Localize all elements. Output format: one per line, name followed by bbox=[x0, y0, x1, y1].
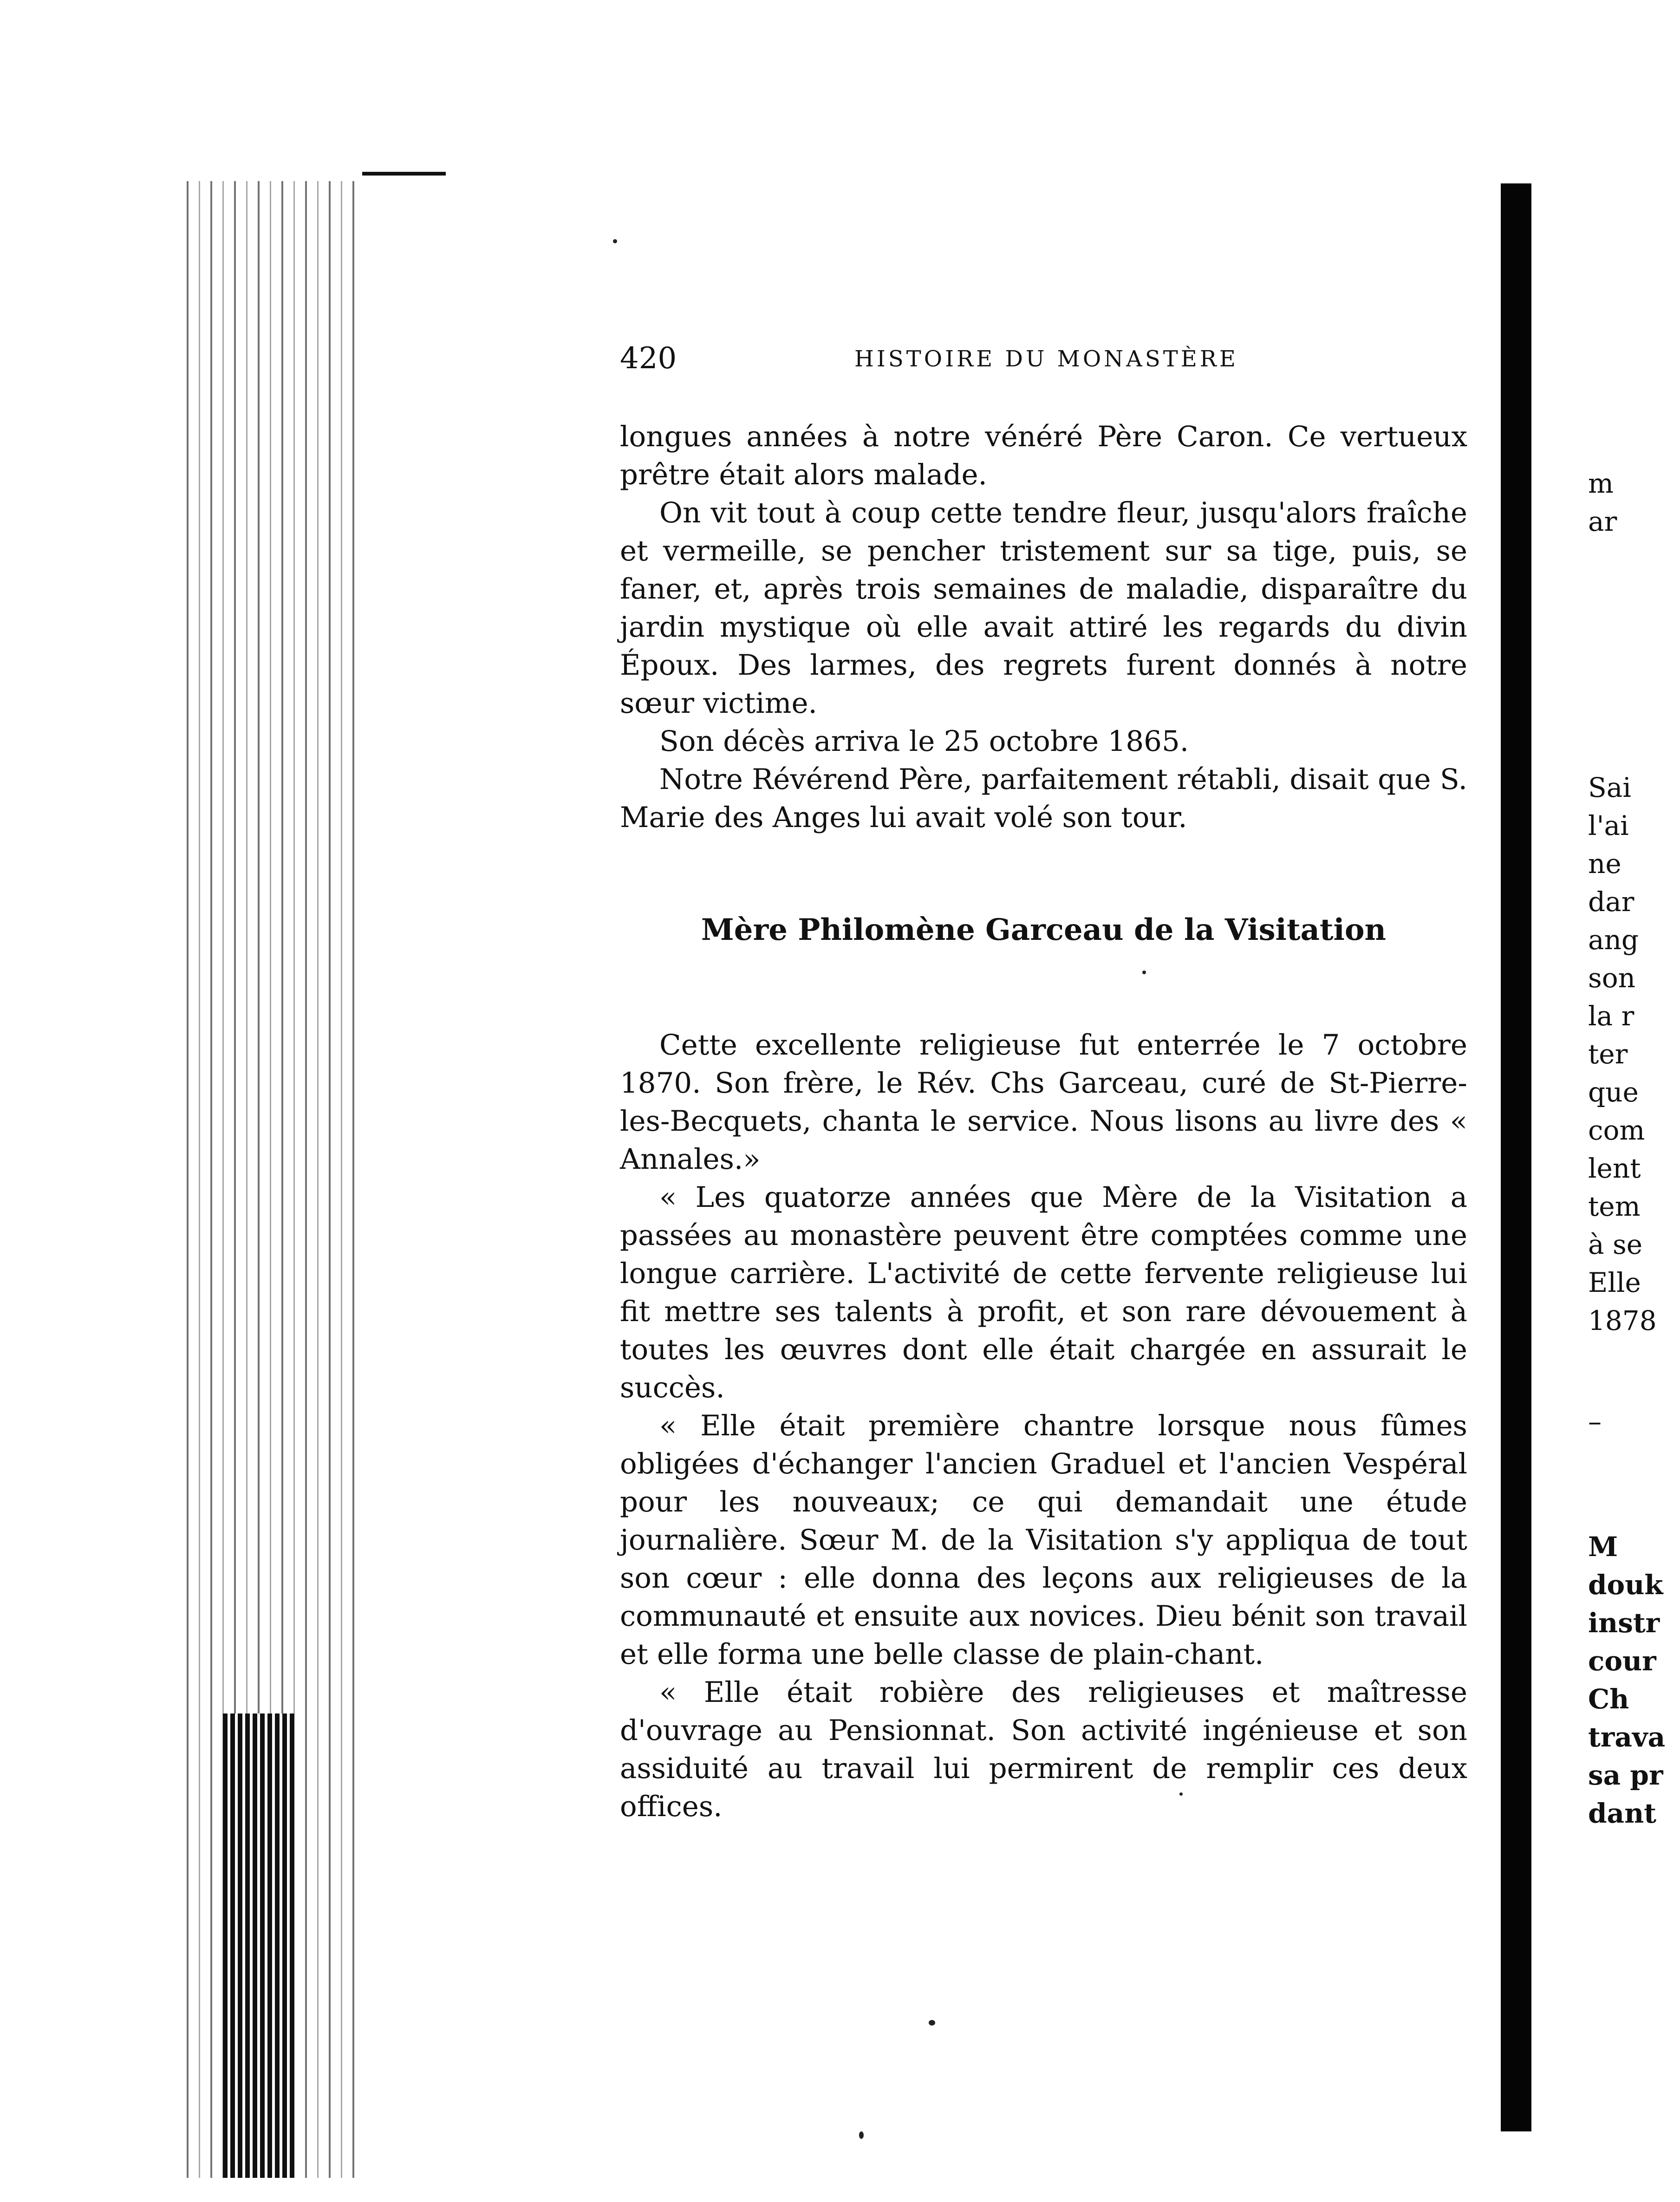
section-heading: Mère Philomène Garceau de la Visitation bbox=[701, 912, 1387, 947]
fragment-line: trava bbox=[1588, 1721, 1666, 1753]
fragment-line: 1878 bbox=[1588, 1305, 1657, 1336]
scan-speck bbox=[859, 2131, 864, 2139]
fragment-line: tem bbox=[1588, 1191, 1641, 1222]
paragraph: « Elle était première chantre lorsque nous fûmes obligées d'échanger l'ancien Graduel et l'ancien Vespéral pour les nouveaux; ce qui demandait une étude journalière. Sœur M. de la Visitation s'y appliqua de tout son cœur : elle donna des leçons aux religieuses de la communauté et ensuite aux novices. Dieu bénit son travail et elle forma une belle classe de plain-chant. bbox=[620, 1409, 1467, 1671]
fragment-line: instr bbox=[1588, 1607, 1660, 1639]
paragraph: Notre Révérend Père, parfaitement rétabli, disait que S. Marie des Anges lui avait volé son tour. bbox=[620, 763, 1467, 834]
fragment-line: ar bbox=[1588, 506, 1617, 537]
body-text-top bbox=[620, 418, 1467, 837]
fragment-line: dar bbox=[1588, 886, 1634, 918]
fragment-line: que bbox=[1588, 1076, 1639, 1108]
fragment-line: Ch bbox=[1588, 1683, 1629, 1715]
fragment-line: son bbox=[1588, 962, 1636, 994]
body-text-bottom bbox=[620, 1026, 1467, 1826]
paragraph: On vit tout à coup cette tendre fleur, jusqu'alors fraîche et vermeille, se pencher tristement sur sa tige, puis, se faner, et, après trois semaines de maladie, disparaître du jardin mystique où elle avait attiré les regards du divin Époux. Des larmes, des regrets furent donnés à notre sœur victime. bbox=[620, 496, 1467, 720]
scan-speck bbox=[929, 2020, 935, 2026]
fragment-line: Elle bbox=[1588, 1267, 1641, 1298]
scan-speck bbox=[1179, 1792, 1183, 1796]
running-title: HISTOIRE DU MONASTÈRE bbox=[854, 346, 1238, 372]
fragment-line: sa pr bbox=[1588, 1759, 1663, 1791]
fragment-line: la r bbox=[1588, 1000, 1634, 1032]
fragment-line: lent bbox=[1588, 1153, 1641, 1184]
binding-shadow-bar bbox=[1501, 183, 1531, 2131]
scan-speck bbox=[613, 239, 617, 243]
fragment-line: Sai bbox=[1588, 772, 1631, 803]
page-number: 420 bbox=[620, 341, 677, 376]
fragment-line: M bbox=[1588, 1531, 1618, 1563]
scan-edge-dense-band bbox=[223, 1713, 297, 2178]
fragment-line: ang bbox=[1588, 924, 1639, 956]
paragraph: « Elle était robière des religieuses et maîtresse d'ouvrage au Pensionnat. Son activité ingénieuse et son assiduité au travail lui permirent de remplir ces deux offices. bbox=[620, 1676, 1467, 1823]
fragment-line: l'ai bbox=[1588, 810, 1629, 841]
paragraph: « Les quatorze années que Mère de la Visitation a passées au monastère peuvent être comptées comme une longue carrière. L'activité de cette fervente religieuse lui fit mettre ses talents à profit, et son rare dévouement à toutes les œuvres dont elle était chargée en assurait le succès. bbox=[620, 1181, 1467, 1404]
scan-speck bbox=[1142, 971, 1146, 974]
paragraph: Son décès arriva le 25 octobre 1865. bbox=[659, 725, 1189, 758]
adjacent-page-column bbox=[1588, 0, 1680, 2202]
fragment-line: à se bbox=[1588, 1229, 1643, 1260]
fragment-line: cour bbox=[1588, 1645, 1656, 1677]
page-header bbox=[620, 341, 1474, 383]
fragment-line: dant bbox=[1588, 1798, 1657, 1829]
fragment-line: com bbox=[1588, 1114, 1645, 1146]
fragment-line: m bbox=[1588, 468, 1614, 499]
paragraph: Cette excellente religieuse fut enterrée le 7 octobre 1870. Son frère, le Rév. Chs Garceau, curé de St-Pierre-les-Becquets, chanta le service. Nous lisons au livre des « Annales.» bbox=[620, 1029, 1467, 1176]
scan-edge-artifact bbox=[176, 181, 362, 2178]
fragment-line: douk bbox=[1588, 1569, 1663, 1601]
fragment-line: – bbox=[1588, 1406, 1602, 1437]
scan-rule-mark bbox=[362, 172, 446, 176]
fragment-line: ter bbox=[1588, 1038, 1628, 1070]
paragraph: longues années à notre vénéré Père Caron. Ce vertueux prêtre était alors malade. bbox=[620, 420, 1467, 491]
fragment-line: ne bbox=[1588, 848, 1621, 879]
